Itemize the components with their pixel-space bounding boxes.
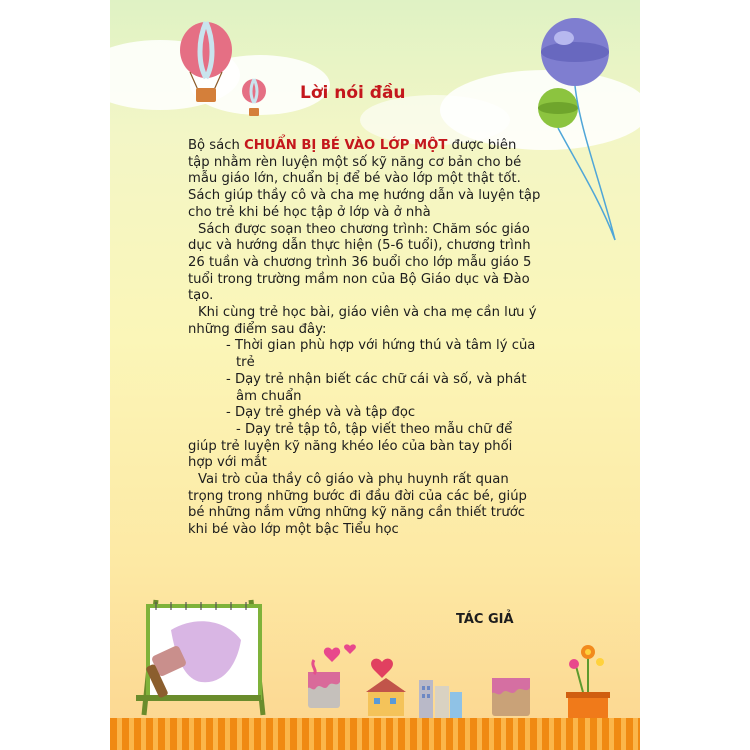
intro-prefix: Bộ sách xyxy=(188,138,245,153)
author-signature: TÁC GIẢ xyxy=(456,612,514,627)
list-item: - Thời gian phù hợp với hứng thú và tâm lý của trẻ xyxy=(226,338,536,371)
intro-rest: được biên tập nhằm rèn luyện một số kỹ năng cơ bản cho bé mẫu giáo lớn, chuẩn bị để bé vào lớp một thật tốt. Sách giúp thầy cô và cha mẹ hướng dẫn và luyện tập cho trẻ khi bé học tập ở lớp và ở nhà xyxy=(188,138,541,220)
paragraph-conclusion: Vai trò của thầy cô giáo và phụ huynh rất quan trọng trong những bước đi đầu đời của các bé, giúp bé những nắm vững những kỹ năng cần thiết trước khi bé vào lớp một bậc Tiểu học xyxy=(188,472,527,538)
paint-bucket-icon xyxy=(486,666,536,718)
house-icon xyxy=(364,650,409,716)
flower-icon xyxy=(322,640,362,670)
book-page xyxy=(110,0,640,750)
list-item: - Dạy trẻ ghép và và tập đọc xyxy=(226,405,416,421)
bottom-border-strip xyxy=(110,718,640,750)
page-title: Lời nói đầu xyxy=(300,83,406,103)
list-item: - Dạy trẻ nhận biết các chữ cái và số, và phát âm chuẩn xyxy=(226,371,527,404)
list-item: - Dạy trẻ tập tô, tập viết theo mẫu chữ để giúp trẻ luyện kỹ năng khéo léo của bàn tay phối hợp với mắt xyxy=(188,421,513,471)
paragraph-curriculum: Sách được soạn theo chương trình: Chăm sóc giáo dục và hướng dẫn thực hiện (5-6 tuổi), chương trình 26 tuần và chương trình 36 buổi cho lớp mẫu giáo 5 tuổi trong trường mầm non của Bộ Giáo dục và Đào tạo. xyxy=(188,221,532,304)
paragraph-intro xyxy=(188,138,541,222)
flower-icon xyxy=(558,636,618,720)
easel-icon xyxy=(126,590,276,720)
book-title-emphasis: CHUẨN BỊ BÉ VÀO LỚP MỘT xyxy=(244,138,448,153)
hot-air-balloon-icon xyxy=(176,20,236,110)
hot-air-balloon-icon xyxy=(240,78,268,120)
house-icon xyxy=(415,672,465,718)
body-text xyxy=(188,138,541,539)
paragraph-notes: Khi cùng trẻ học bài, giáo viên và cha mẹ cần lưu ý những điểm sau đây: xyxy=(188,305,537,337)
